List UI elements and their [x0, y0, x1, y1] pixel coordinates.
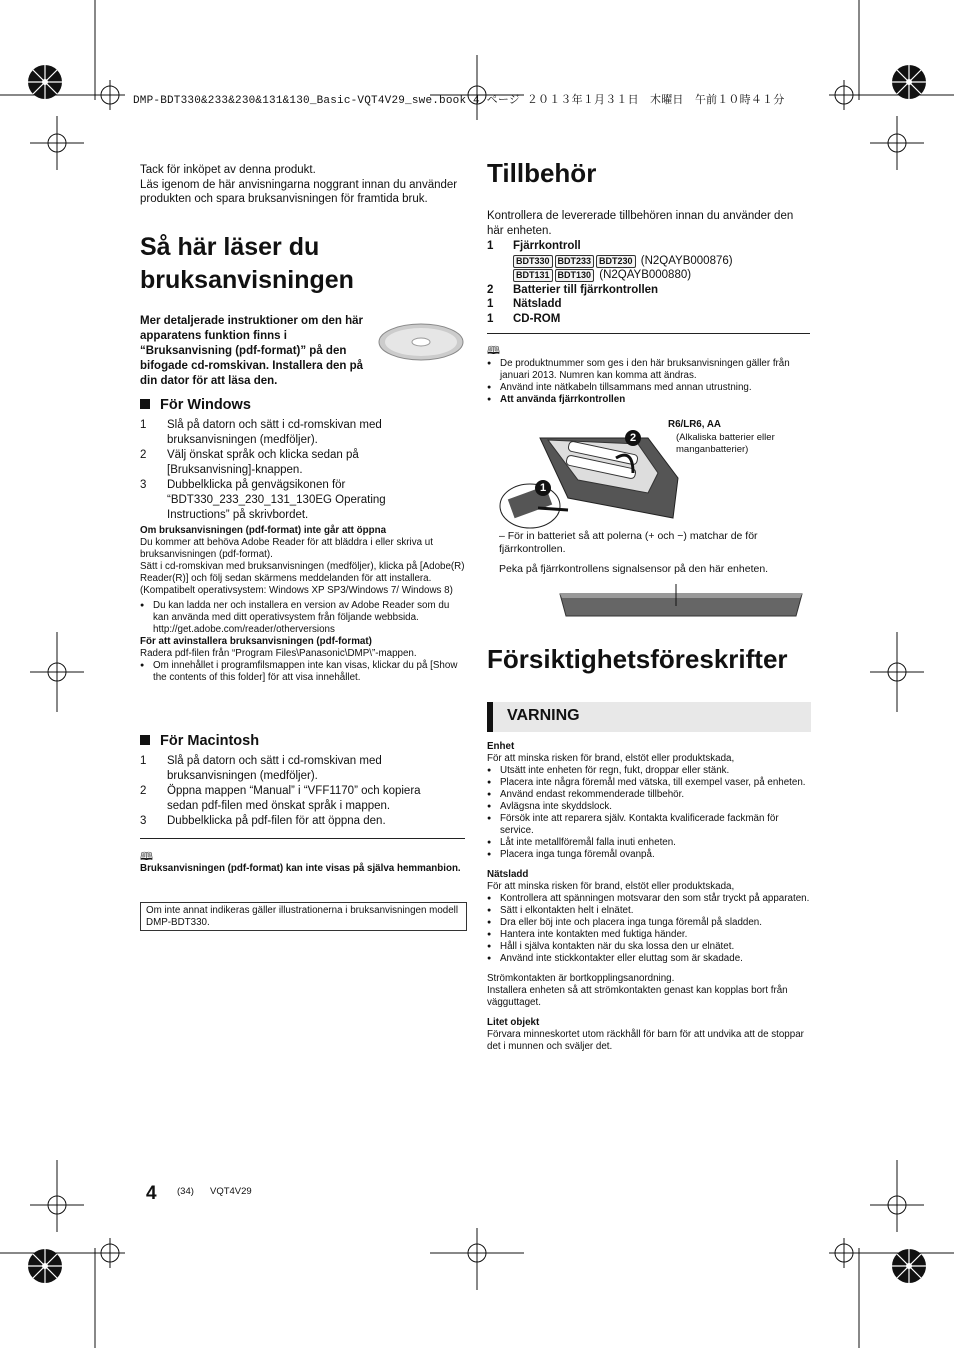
- model-tag: BDT130: [555, 269, 595, 282]
- step-number: 3: [140, 815, 147, 827]
- list-item: [140, 478, 430, 523]
- list-item: [487, 239, 809, 254]
- pdf-open-section: [140, 525, 465, 684]
- file-header: DMP-BDT330&233&230&131&130_Basic-VQT4V29_swe.book 4 ページ ２０１３年１月３１日 木曜日 午前１０時４１分: [133, 95, 785, 107]
- list-item: ● Avlägsna inte skyddslock.: [487, 801, 810, 813]
- intro-line: Tack för inköpet av denna produkt.: [140, 164, 316, 176]
- item-name: CD-ROM: [513, 312, 561, 325]
- warning-banner: [487, 702, 811, 732]
- mac-steps: [140, 754, 440, 829]
- mac-heading: [140, 733, 259, 749]
- bullet-text: Du kan ladda ner och installera en version av Adobe Reader som du kan använda med ditt operativsystem från följande webbsida.: [153, 600, 450, 623]
- divider: [140, 838, 465, 839]
- book-icon: 🕮: [140, 851, 153, 863]
- open-text: Du kommer att behöva Adobe Reader för att bläddra i eller skriva ut bruksanvisningen (pdf-format).: [140, 537, 433, 560]
- list-item: [140, 814, 440, 829]
- enhet-bullets: [487, 765, 810, 861]
- item-name: Batterier till fjärrkontrollen: [513, 283, 659, 296]
- step-text: Välj önskat språk och klicka sedan på [Bruksanvisning]-knappen.: [167, 449, 359, 476]
- list-item: ● Använd inte stickkontakter eller eluttag som är skadade.: [487, 953, 810, 965]
- step-number: 2: [140, 449, 147, 461]
- plug-text: Installera enheten så att strömkontakten genast kan kopplas bort från vägguttaget.: [487, 985, 788, 1008]
- accessories-intro: Kontrollera de levererade tillbehören innan du använder den här enheten.: [487, 210, 794, 237]
- list-item: ● Dra eller böj inte och placera inga tunga föremål på sladden.: [487, 917, 810, 929]
- natsladd-bullets: [487, 893, 810, 965]
- step-2-badge: 2: [625, 430, 641, 446]
- open-text: (Kompatibelt operativsystem: Windows XP SP3/Windows 7/ Windows 8): [140, 585, 453, 596]
- point-text: Peka på fjärrkontrollens signalsensor på den här enheten.: [499, 563, 769, 575]
- item-count: 1: [487, 298, 494, 310]
- list-item: ● Om innehållet i programfilsmappen inte kan visas, klickar du på [Show the contents of this folder] för att visa innehållet.: [140, 660, 465, 684]
- list-item: ● Låt inte metallföremål falla inuti enheten.: [487, 837, 810, 849]
- list-item: [140, 784, 440, 814]
- uninstall-bullets: [140, 660, 465, 684]
- book-icon: 🕮: [487, 345, 500, 357]
- list-item: ● Placera inga tunga föremål ovanpå.: [487, 849, 810, 861]
- adobe-link[interactable]: http://get.adobe.com/reader/otherversions: [153, 624, 335, 635]
- list-item: ● De produktnummer som ges i den här bruksanvisningen gäller från januari 2013. Numren kan komma att ändras.: [487, 358, 810, 382]
- windows-heading-label: För Windows: [160, 397, 251, 413]
- open-heading: Om bruksanvisningen (pdf-format) inte går att öppna: [140, 525, 387, 536]
- windows-steps: [140, 418, 430, 523]
- step-number: 1: [140, 419, 147, 431]
- uninstall-text: Radera pdf-filen från “Program Files\Panasonic\DMP\”-mappen.: [140, 648, 417, 659]
- intro-line: Läs igenom de här anvisningarna noggrant innan du använder produkten och spara bruksanvisningen för framtida bruk.: [140, 178, 458, 205]
- item-name: Nätsladd: [513, 298, 562, 310]
- small-object-heading: Litet objekt: [487, 1017, 540, 1028]
- natsladd-heading: Nätsladd: [487, 869, 529, 880]
- step-number: 3: [140, 479, 147, 491]
- step-text: Öppna mappen “Manual” i “VFF1170” och kopiera sedan pdf-filen med önskat språk i mappen.: [167, 785, 421, 812]
- list-item: ● Använd inte nätkabeln tillsammans med annan utrustning.: [487, 382, 810, 394]
- model-code: (N2QAYB000876): [640, 254, 733, 267]
- list-item: [140, 754, 440, 784]
- item-count: 1: [487, 312, 494, 325]
- open-bullets: [140, 600, 465, 636]
- list-item: ● Använd endast rekommenderade tillbehör.: [487, 789, 810, 801]
- item-count: 2: [487, 283, 494, 296]
- step-text: Slå på datorn och sätt i cd-romskivan med bruksanvisningen (medföljer).: [167, 419, 382, 446]
- list-item: [487, 297, 809, 312]
- step-text: Slå på datorn och sätt i cd-romskivan med bruksanvisningen (medföljer).: [167, 755, 382, 782]
- model-tag: BDT131: [513, 269, 553, 282]
- bold-intro: Mer detaljerade instruktioner om den här apparatens funktion finns i “Bruksanvisning (pdf-format)” på den bifogade cd-romskivan. Installera den på din dator för att läsa den.: [140, 315, 364, 387]
- list-item: [140, 418, 430, 448]
- plug-text: Strömkontakten är bortkopplingsanordning.: [487, 973, 675, 984]
- item-name: Fjärrkontroll: [513, 240, 581, 252]
- divider: [487, 333, 810, 334]
- list-item: ● Placera inte några föremål med vätska, till exempel vaser, på enheten.: [487, 777, 810, 789]
- enhet-text: För att minska risken för brand, elstöt eller produktskada,: [487, 753, 735, 764]
- item-count: 1: [487, 240, 494, 252]
- info-box: [140, 902, 467, 931]
- intro-text: [140, 163, 465, 207]
- step-number: 1: [140, 755, 147, 767]
- note-text: Bruksanvisningen (pdf-format) kan inte visas på själva hemmanbion.: [140, 863, 461, 874]
- enhet-heading: Enhet: [487, 741, 515, 752]
- list-item: ● Försök inte att reparera själv. Kontakta kvalificerade fackmän för service.: [487, 813, 810, 837]
- list-item: ● Håll i själva kontakten när du ska lossa den ur elnätet.: [487, 941, 810, 953]
- list-item: ● Utsätt inte enheten för regn, fukt, droppar eller stänk.: [487, 765, 810, 777]
- model-row: [487, 254, 809, 269]
- box-text: Om inte annat indikeras gäller illustrationerna i bruksanvisningen modell DMP-BDT330.: [146, 905, 459, 928]
- doc-code: VQT4V29: [210, 1186, 252, 1197]
- warning-label: VARNING: [507, 707, 580, 724]
- list-item: [140, 600, 465, 636]
- page-ref: (34): [177, 1186, 194, 1197]
- list-item: [140, 448, 430, 478]
- step-number: 2: [140, 785, 147, 797]
- small-object-text: Förvara minneskortet utom räckhåll för barn för att undvika att de stoppar det i munnen och sväljer det.: [487, 1029, 804, 1052]
- safety-section: [487, 741, 810, 1053]
- player-illustration: [556, 582, 806, 622]
- model-tag: BDT330: [513, 255, 553, 268]
- model-row: [487, 268, 809, 283]
- list-item: ● Att använda fjärrkontrollen: [487, 394, 810, 406]
- list-item: [487, 283, 809, 298]
- section-title: Så här läser du bruksanvisningen: [140, 233, 354, 294]
- open-text: Sätt i cd-romskivan med bruksanvisningen (medföljer), klicka på [Adobe(R) Reader(R)] och följ sedan skärmens meddelanden för att installera.: [140, 561, 465, 584]
- battery-label: R6/LR6, AA: [668, 419, 721, 430]
- notes-list: [487, 358, 810, 406]
- step-1-badge: 1: [535, 480, 551, 496]
- uninstall-heading: För att avinstallera bruksanvisningen (pdf-format): [140, 636, 372, 647]
- step-text: Dubbelklicka på genvägsikonen för “BDT330_233_230_131_130EG Operating Instructions” på skrivbordet.: [167, 479, 386, 521]
- model-tag: BDT233: [555, 255, 595, 268]
- list-item: [487, 312, 809, 327]
- accessories-list: [487, 239, 809, 326]
- list-item: ● Sätt i elkontakten helt i elnätet.: [487, 905, 810, 917]
- safety-title: Försiktighetsföreskrifter: [487, 644, 788, 674]
- polarity-text: – För in batteriet så att polerna (+ och −) matchar de för fjärrkontrollen.: [499, 530, 758, 555]
- remote-battery-illustration: [498, 418, 688, 530]
- step-text: Dubbelklicka på pdf-filen för att öppna den.: [167, 815, 386, 827]
- page-number: 4: [146, 1183, 157, 1204]
- list-item: ● Kontrollera att spänningen motsvarar den som står tryckt på apparaten.: [487, 893, 810, 905]
- model-code: (N2QAYB000880): [599, 269, 692, 281]
- mac-heading-label: För Macintosh: [160, 733, 260, 749]
- windows-heading: [140, 397, 251, 413]
- list-item: ● Hantera inte kontakten med fuktiga händer.: [487, 929, 810, 941]
- natsladd-text: För att minska risken för brand, elstöt eller produktskada,: [487, 881, 735, 892]
- model-tag: BDT230: [596, 255, 636, 268]
- accessories-title: Tillbehör: [487, 158, 597, 188]
- warning-bar: [487, 702, 493, 732]
- cd-rom-icon: [378, 322, 464, 362]
- battery-note: (Alkaliska batterier eller manganbatterier): [676, 432, 775, 455]
